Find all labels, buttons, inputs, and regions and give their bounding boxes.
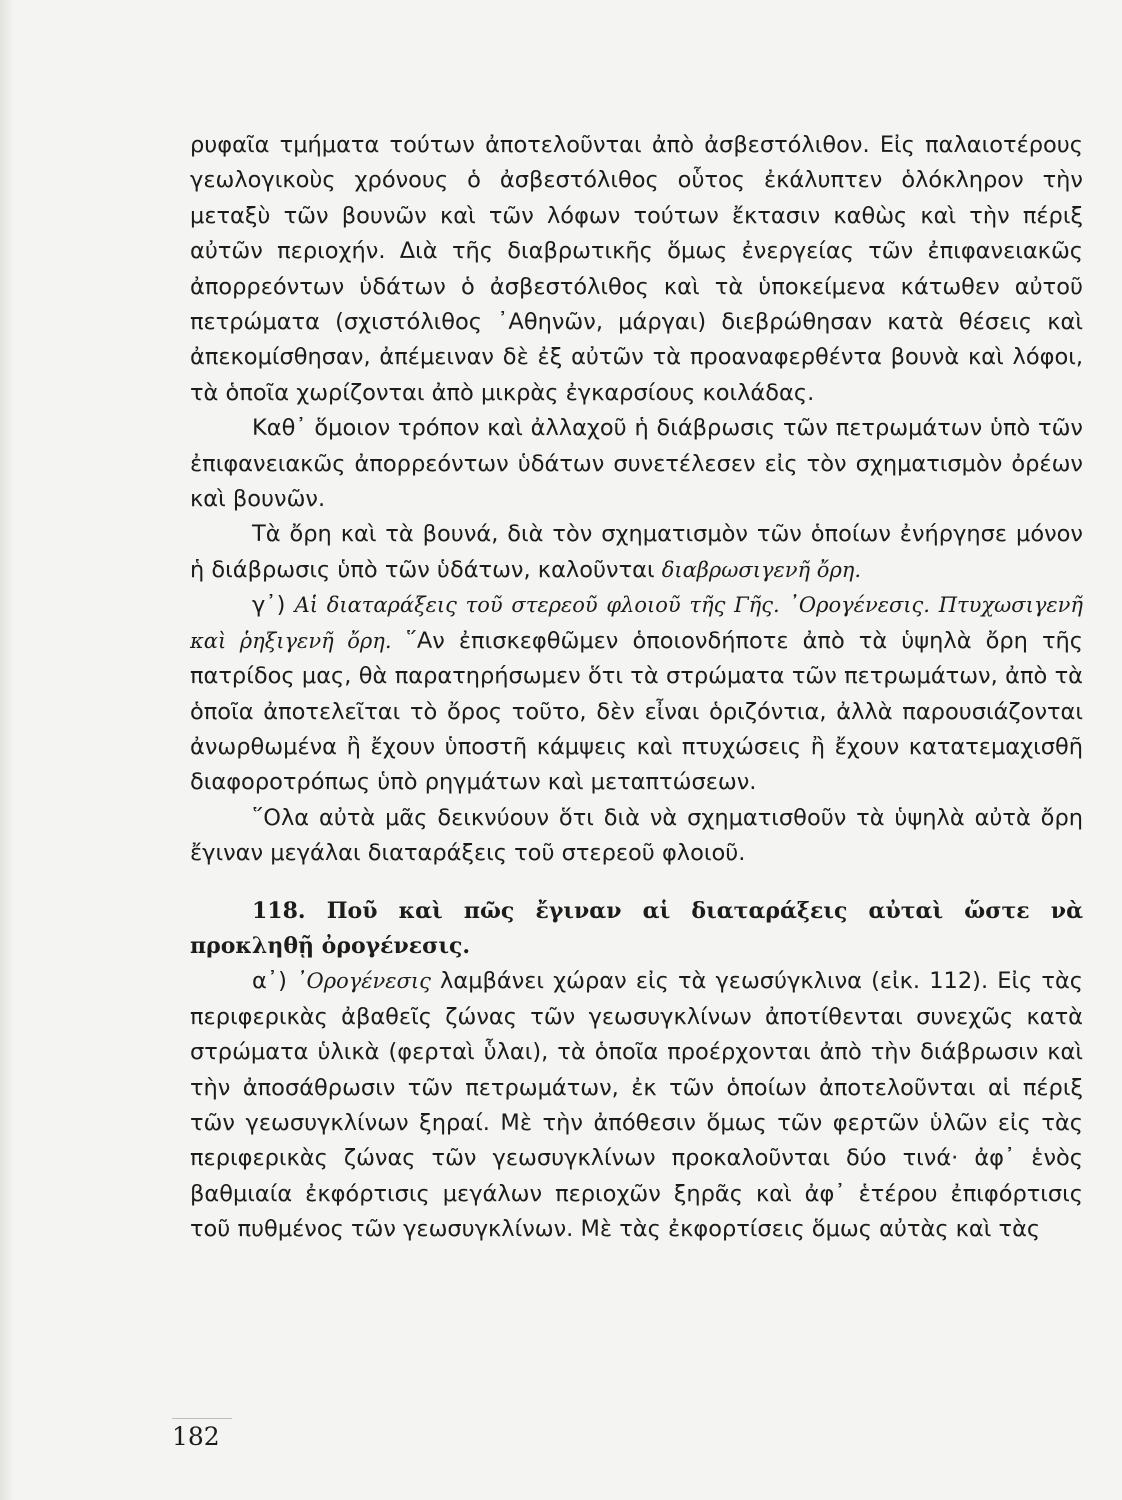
paragraph-4-lead: γ᾿) <box>252 592 286 619</box>
body-text <box>190 128 1083 1248</box>
section-lead: α᾿) <box>252 968 287 995</box>
paragraph-5 <box>190 801 1083 872</box>
paragraph-4 <box>190 588 1083 800</box>
paragraph-4-title: Αἱ διαταράξεις τοῦ στερεοῦ φλοιοῦ τῆς Γῆς. ᾿Ορογένεσις. Πτυχωσιγενῆ καὶ ῥηξιγενῆ ὄρη. <box>190 593 1083 653</box>
paragraph-3-text: Τὰ ὄρη καὶ τὰ βουνά, διὰ τὸν σχηματισμὸν τῶν ὁποίων ἐνήργησε μόνον ἡ διάβρωσις ὑπὸ τῶν ὑδάτων, καλοῦνται <box>190 521 1083 583</box>
section-paragraph <box>190 964 1083 1247</box>
page-edge-shadow <box>0 0 14 1500</box>
page-number: 182 <box>172 1422 220 1451</box>
paragraph-3-term: διαβρωσιγενῆ ὄρη. <box>661 557 862 582</box>
section-heading: 118. Ποῦ καὶ πῶς ἔγιναν αἱ διαταράξεις αὐταὶ ὥστε νὰ προκληθῇ ὀρογένεσις. <box>190 897 1083 959</box>
paragraph-1-text: ρυφαῖα τμήματα τούτων ἀποτελοῦνται ἀπὸ ἀσβεστόλιθον. Εἰς παλαιοτέρους γεωλογικοὺς χρόνους ὁ ἀσβεστόλιθος οὗτος ἐκάλυπτεν ὁλόκληρον τὴν μεταξὺ τῶν βουνῶν καὶ τῶν λόφων τούτων ἔκτασιν καθὼς καὶ τὴν πέριξ αὐτῶν περιοχήν. Διὰ τῆς διαβρωτικῆς ὅμως ἐνεργείας τῶν ἐπιφανειακῶς ἀπορρεόντων ὑδάτων ὁ ἀσβεστόλιθος καὶ τὰ ὑποκείμενα κάτωθεν αὐτοῦ πετρώματα (σχιστόλιθος ᾿Αθηνῶν, μάργαι) διεβρώθησαν κατὰ θέσεις καὶ ἀπεκομίσθησαν, ἀπέμειναν δὲ ἐξ αὐτῶν τὰ προαναφερθέντα βουνὰ καὶ λόφοι, τὰ ὁποῖα χωρίζονται ἀπὸ μικρὰς ἐγκαρσίους κοιλάδας. <box>190 132 1083 406</box>
footer-rule <box>172 1418 232 1419</box>
paragraph-1 <box>190 128 1083 411</box>
paragraph-3 <box>190 517 1083 588</box>
section-text: λαμβάνει χώραν εἰς τὰ γεωσύγκλινα (εἰκ. 112). Εἰς τὰς περιφερικὰς ἀβαθεῖς ζώνας τῶν γεωσυγκλίνων ἀποτίθενται συνεχῶς κατὰ στρώματα ὑλικὰ (φερταὶ ὗλαι), τὰ ὁποῖα προέρχονται ἀπὸ τὴν διάβρωσιν καὶ τὴν ἀποσάθρωσιν τῶν πετρωμάτων, ἐκ τῶν ὁποίων ἀποτελοῦνται αἱ πέριξ τῶν γεωσυγκλίνων ξηραί. Μὲ τὴν ἀπόθεσιν ὅμως τῶν φερτῶν ὑλῶν εἰς τὰς περιφερικὰς ζώνας τῶν γεωσυγκλίνων προκαλοῦνται δύο τινά· ἀφ᾿ ἑνὸς βαθμιαία ἐκφόρτισις μεγάλων περιοχῶν ξηρᾶς καὶ ἀφ᾿ ἑτέρου ἐπιφόρτισις τοῦ πυθμένος τῶν γεωσυγκλίνων. Μὲ τὰς ἐκφορτίσεις ὅμως αὐτὰς καὶ τὰς <box>190 968 1083 1243</box>
paragraph-2 <box>190 411 1083 517</box>
section-term: ᾿Ορογένεσις <box>296 969 431 994</box>
paragraph-2-text: Καθ᾿ ὅμοιον τρόπον καὶ ἀλλαχοῦ ἡ διάβρωσις τῶν πετρωμάτων ὑπὸ τῶν ἐπιφανειακῶς ἀπορρεόντων ὑδάτων συνετέλεσεν εἰς τὸν σχηματισμὸν ὀρέων καὶ βουνῶν. <box>190 415 1083 513</box>
paragraph-5-text: ῞Ολα αὐτὰ μᾶς δεικνύουν ὅτι διὰ νὰ σχηματισθοῦν τὰ ὑψηλὰ αὐτὰ ὄρη ἔγιναν μεγάλαι διαταράξεις τοῦ στερεοῦ φλοιοῦ. <box>190 804 1083 867</box>
paragraph-4-text: ῞Αν ἐπισκεφθῶμεν ὁποιονδήποτε ἀπὸ τὰ ὑψηλὰ ὄρη τῆς πατρίδος μας, θὰ παρατηρήσωμεν ὅτι τὰ στρώματα τῶν πετρωμάτων, ἀπὸ τὰ ὁποῖα ἀποτελεῖται τὸ ὄρος τοῦτο, δὲν εἶναι ὁριζόντια, ἀλλὰ παρουσιάζονται ἀνωρθωμένα ἢ ἔχουν ὑποστῆ κάμψεις καὶ πτυχώσεις ἢ ἔχουν κατατεμαχισθῆ διαφοροτρόπως ὑπὸ ρηγμάτων καὶ μεταπτώσεων. <box>190 627 1083 796</box>
